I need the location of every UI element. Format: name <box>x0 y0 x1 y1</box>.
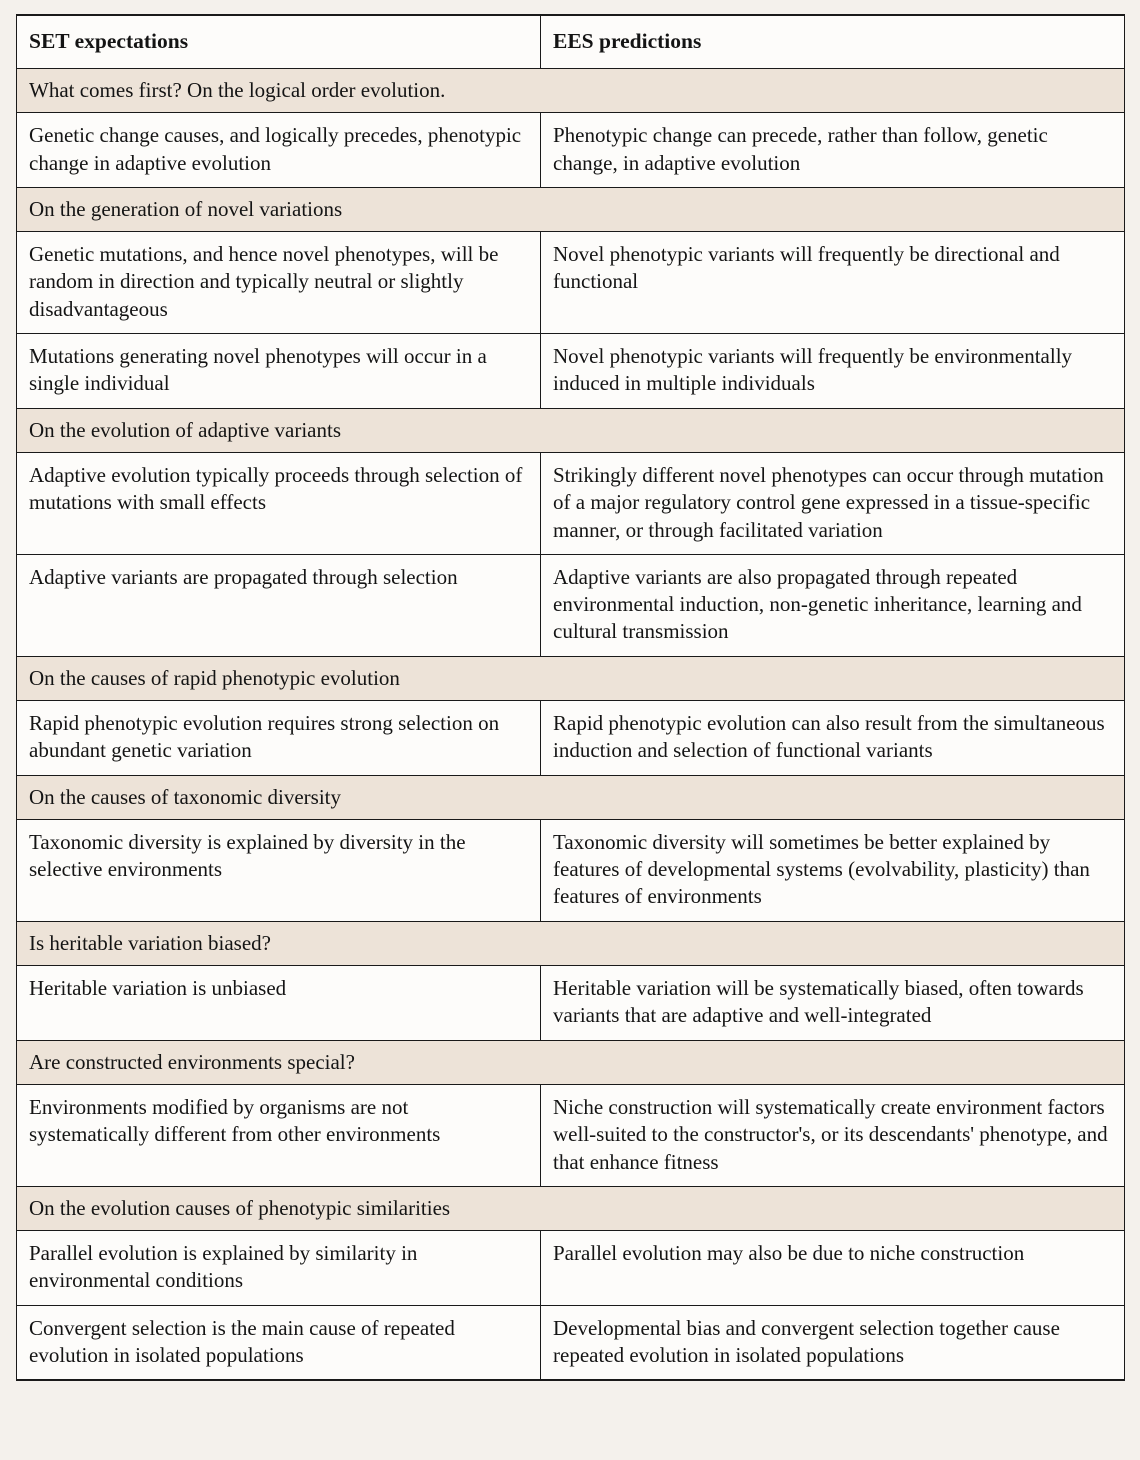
column-header-set: SET expectations <box>17 15 541 68</box>
set-expectation-cell: Parallel evolution is explained by similarity in environmental conditions <box>17 1231 541 1306</box>
ees-prediction-cell: Heritable variation will be systematically biased, often towards variants that are adaptive and well-integrated <box>541 966 1125 1041</box>
table-row <box>17 700 1125 775</box>
table-row <box>17 1231 1125 1306</box>
section-title: On the causes of taxonomic diversity <box>17 775 1125 819</box>
set-expectation-cell: Convergent selection is the main cause of repeated evolution in isolated populations <box>17 1305 541 1380</box>
section-row <box>17 68 1125 112</box>
table-body <box>17 68 1125 1380</box>
ees-prediction-cell: Novel phenotypic variants will frequently be environmentally induced in multiple individuals <box>541 334 1125 409</box>
table-row <box>17 1305 1125 1380</box>
section-row <box>17 1186 1125 1230</box>
section-row <box>17 408 1125 452</box>
section-title: Is heritable variation biased? <box>17 921 1125 965</box>
set-expectation-cell: Adaptive evolution typically proceeds through selection of mutations with small effects <box>17 452 541 554</box>
table-row <box>17 1084 1125 1186</box>
set-expectation-cell: Taxonomic diversity is explained by diversity in the selective environments <box>17 819 541 921</box>
table-row <box>17 966 1125 1041</box>
comparison-table <box>16 14 1125 1381</box>
table-row <box>17 334 1125 409</box>
set-expectation-cell: Heritable variation is unbiased <box>17 966 541 1041</box>
section-row <box>17 921 1125 965</box>
ees-prediction-cell: Strikingly different novel phenotypes can occur through mutation of a major regulatory control gene expressed in a tissue-specific manner, or through facilitated variation <box>541 452 1125 554</box>
ees-prediction-cell: Developmental bias and convergent selection together cause repeated evolution in isolated populations <box>541 1305 1125 1380</box>
table-row <box>17 819 1125 921</box>
section-title: On the causes of rapid phenotypic evolution <box>17 656 1125 700</box>
section-row <box>17 775 1125 819</box>
section-title: On the generation of novel variations <box>17 187 1125 231</box>
ees-prediction-cell: Taxonomic diversity will sometimes be better explained by features of developmental systems (evolvability, plasticity) than features of environments <box>541 819 1125 921</box>
set-expectation-cell: Genetic change causes, and logically precedes, phenotypic change in adaptive evolution <box>17 113 541 188</box>
ees-prediction-cell: Phenotypic change can precede, rather than follow, genetic change, in adaptive evolution <box>541 113 1125 188</box>
header-row <box>17 15 1125 68</box>
section-row <box>17 656 1125 700</box>
set-expectation-cell: Rapid phenotypic evolution requires strong selection on abundant genetic variation <box>17 700 541 775</box>
section-row <box>17 1040 1125 1084</box>
ees-prediction-cell: Adaptive variants are also propagated through repeated environmental induction, non-genetic inheritance, learning and cultural transmission <box>541 554 1125 656</box>
table-header <box>17 15 1125 68</box>
set-expectation-cell: Genetic mutations, and hence novel phenotypes, will be random in direction and typically neutral or slightly disadvantageous <box>17 232 541 334</box>
section-title: What comes first? On the logical order evolution. <box>17 68 1125 112</box>
table-row <box>17 554 1125 656</box>
section-title: On the evolution of adaptive variants <box>17 408 1125 452</box>
table-row <box>17 452 1125 554</box>
ees-prediction-cell: Novel phenotypic variants will frequently be directional and functional <box>541 232 1125 334</box>
set-expectation-cell: Environments modified by organisms are not systematically different from other environments <box>17 1084 541 1186</box>
table-row <box>17 232 1125 334</box>
set-expectation-cell: Mutations generating novel phenotypes will occur in a single individual <box>17 334 541 409</box>
ees-prediction-cell: Parallel evolution may also be due to niche construction <box>541 1231 1125 1306</box>
ees-prediction-cell: Rapid phenotypic evolution can also result from the simultaneous induction and selection of functional variants <box>541 700 1125 775</box>
set-expectation-cell: Adaptive variants are propagated through selection <box>17 554 541 656</box>
section-title: On the evolution causes of phenotypic similarities <box>17 1186 1125 1230</box>
section-title: Are constructed environments special? <box>17 1040 1125 1084</box>
section-row <box>17 187 1125 231</box>
table-row <box>17 113 1125 188</box>
column-header-ees: EES predictions <box>541 15 1125 68</box>
ees-prediction-cell: Niche construction will systematically create environment factors well-suited to the constructor's, or its descendants' phenotype, and that enhance fitness <box>541 1084 1125 1186</box>
